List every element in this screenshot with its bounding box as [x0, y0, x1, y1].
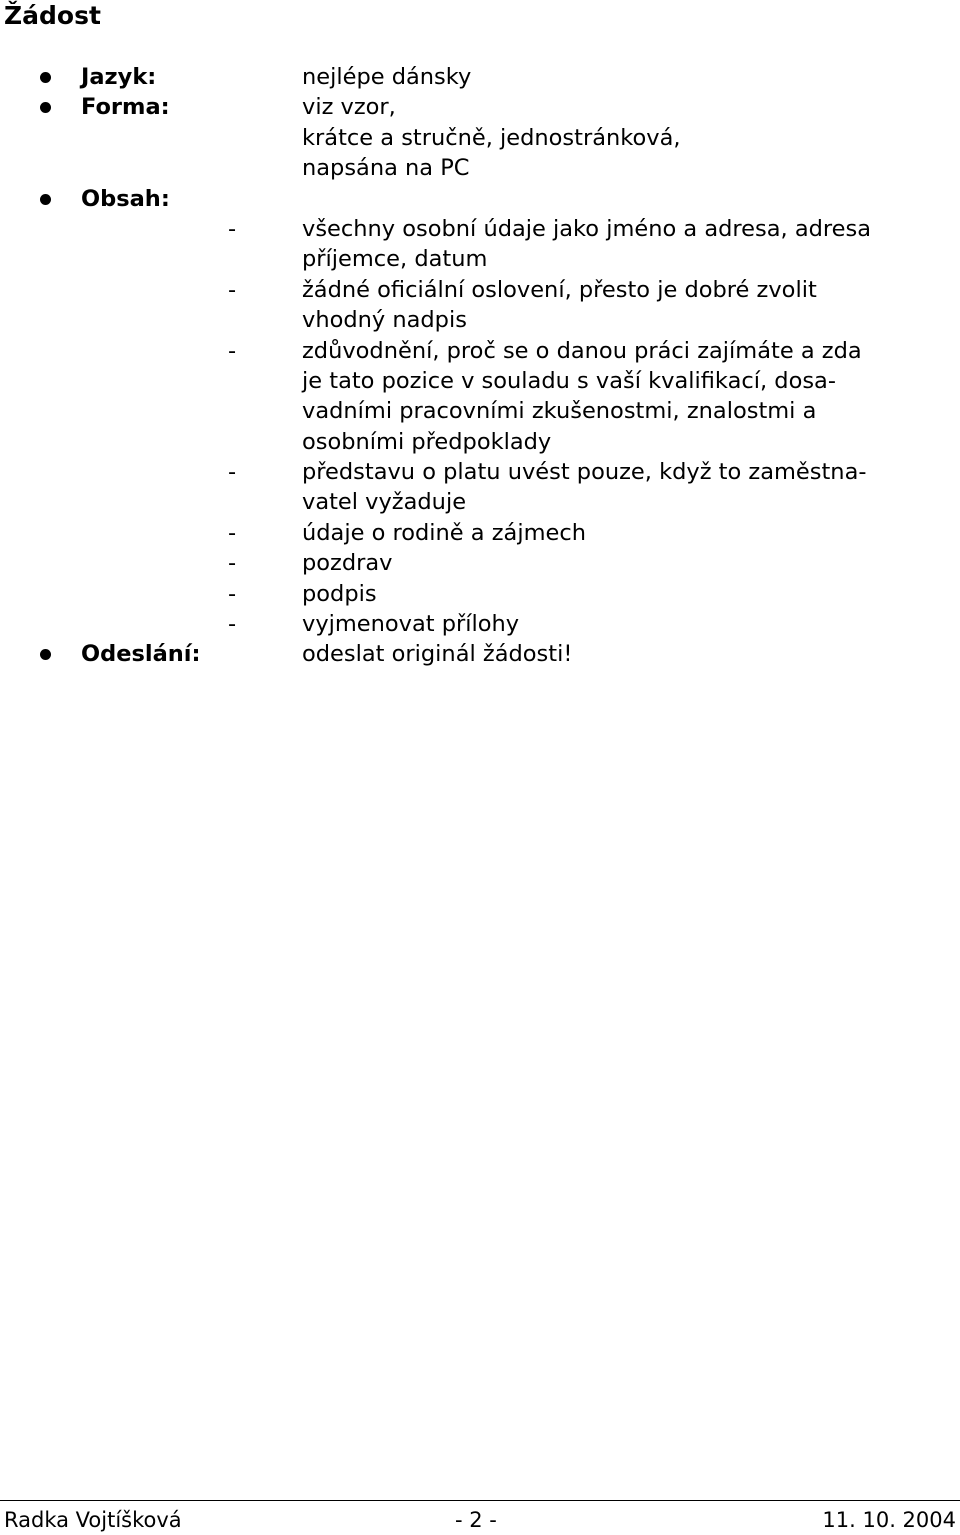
obsah-item-continuation	[0, 305, 960, 335]
bullet-icon	[40, 102, 51, 113]
obsah-item-line: vatel vyžaduje	[302, 489, 467, 516]
obsah-item-continuation	[0, 244, 960, 274]
forma-line: napsána na PC	[302, 155, 470, 182]
obsah-item-line: podpis	[302, 580, 377, 607]
page-footer	[0, 1500, 960, 1534]
obsah-item-line: osobními předpoklady	[302, 428, 552, 455]
dash-marker: -	[228, 550, 237, 577]
jazyk-line: nejlépe dánsky	[302, 64, 472, 90]
section-label-obsah: Obsah:	[81, 185, 170, 212]
list-item-obsah	[0, 184, 960, 214]
dash-marker: -	[228, 519, 237, 546]
obsah-item-line: je tato pozice v souladu s vaší kvalifikací, dosa-	[302, 367, 836, 394]
obsah-item-line: pozdrav	[302, 550, 393, 577]
footer-author: Radka Vojtíšková	[4, 1508, 182, 1532]
obsah-item-line: všechny osobní údaje jako jméno a adresa, adresa	[302, 215, 871, 242]
forma-line: krátce a stručně, jednostránková,	[302, 124, 681, 151]
obsah-item	[0, 609, 960, 639]
dash-marker: -	[228, 215, 237, 242]
section-label-forma: Forma:	[81, 94, 170, 121]
dash-marker: -	[228, 611, 237, 638]
forma-line: viz vzor,	[302, 94, 396, 121]
obsah-item-line: žádné oficiální oslovení, přesto je dobré zvolit	[302, 276, 817, 303]
obsah-item-continuation	[0, 427, 960, 457]
bullet-icon	[40, 194, 51, 205]
bullet-icon	[40, 649, 51, 660]
forma-continuation	[0, 123, 960, 153]
page-title: Žádost	[4, 1, 101, 30]
obsah-item-line: zdůvodnění, proč se o danou práci zajímáte a zda	[302, 337, 862, 364]
obsah-item-continuation	[0, 366, 960, 396]
obsah-item-continuation	[0, 487, 960, 517]
obsah-item-line: vyjmenovat přílohy	[302, 611, 520, 638]
obsah-item	[0, 518, 960, 548]
section-label-jazyk: Jazyk:	[81, 64, 157, 90]
bullet-icon	[40, 72, 51, 83]
obsah-item	[0, 336, 960, 366]
footer-date: 11. 10. 2004	[822, 1508, 956, 1532]
obsah-item	[0, 457, 960, 487]
dash-marker: -	[228, 337, 237, 364]
obsah-item	[0, 275, 960, 305]
list-item-jazyk	[0, 62, 960, 92]
footer-page-number: - 2 -	[455, 1508, 497, 1532]
obsah-item-line: vadními pracovními zkušenostmi, znalostmi a	[302, 398, 817, 425]
obsah-item-line: údaje o rodině a zájmech	[302, 519, 586, 546]
obsah-item	[0, 214, 960, 244]
list-item-odeslani	[0, 639, 960, 669]
odeslani-line: odeslat originál žádosti!	[302, 641, 573, 668]
document-body	[0, 62, 960, 670]
forma-continuation	[0, 153, 960, 183]
obsah-item-line: představu o platu uvést pouze, když to zaměstna-	[302, 459, 867, 486]
obsah-item	[0, 579, 960, 609]
obsah-item-line: příjemce, datum	[302, 246, 488, 273]
obsah-item-line: vhodný nadpis	[302, 307, 467, 334]
dash-marker: -	[228, 276, 237, 303]
obsah-item	[0, 548, 960, 578]
dash-marker: -	[228, 459, 237, 486]
list-item-forma	[0, 92, 960, 122]
section-label-odeslani: Odeslání:	[81, 641, 201, 668]
dash-marker: -	[228, 580, 237, 607]
obsah-item-continuation	[0, 396, 960, 426]
